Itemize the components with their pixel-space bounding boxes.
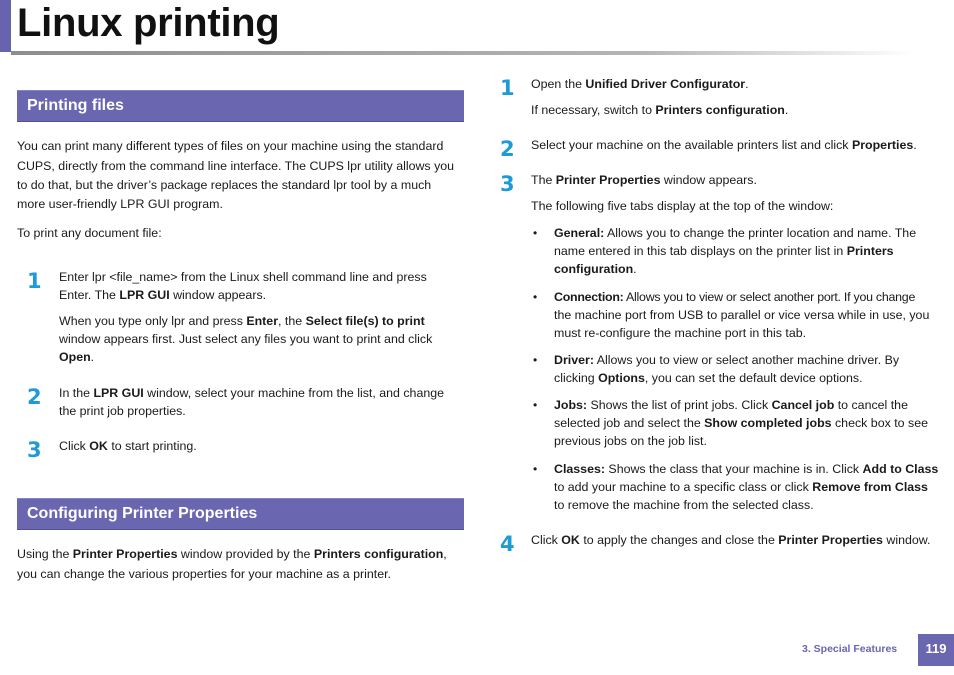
footer-chapter-label: 3. Special Features	[802, 643, 898, 655]
tab-jobs-line-2: selected job and select the Show completed jobs check box to see	[554, 416, 928, 430]
step-3-line-1: Click OK to start printing.	[59, 439, 197, 453]
intro-line-4: more user-friendly LPR GUI program.	[17, 197, 223, 211]
step-2-line-2: the print job properties.	[59, 404, 186, 418]
section2-line-2: you can change the various properties for your machine as a printer.	[17, 567, 391, 581]
intro-line-3: to do that, but the driver’s package replaces the standard lpr tool by a much	[17, 178, 432, 192]
tab-driver-line-1: Driver: Allows you to view or select another machine driver. By	[554, 353, 900, 367]
step-number-2: 2	[27, 385, 42, 409]
tab-connection-line-2: the machine port from USB to parallel or vice versa while in use, you	[554, 308, 930, 322]
title-accent-bar	[0, 0, 11, 52]
step-1-line-2: Enter. The LPR GUI window appears.	[59, 288, 267, 302]
right-step-2-line-1: Select your machine on the available printers list and click Properties.	[531, 138, 917, 152]
page-title: Linux printing	[17, 1, 280, 45]
tab-connection-line-3: must re-configure the machine port in this tab.	[554, 326, 807, 340]
tab-general-line-3: configuration.	[554, 262, 637, 276]
step-1-sub-line-3: Open.	[59, 350, 95, 364]
tab-classes-line-2: to add your machine to a specific class or click Remove from Class	[554, 480, 928, 494]
tab-general-line-1: General: Allows you to change the printer location and name. The	[554, 226, 917, 240]
section-heading-configuring-printer-properties: Configuring Printer Properties	[17, 498, 464, 530]
title-rule	[11, 51, 914, 55]
tab-jobs-line-1: Jobs: Shows the list of print jobs. Click Cancel job to cancel the	[554, 398, 908, 412]
step-number-1: 1	[27, 269, 42, 293]
right-step-3-line-2: The following five tabs display at the top of the window:	[531, 199, 834, 213]
bullet-connection: •	[533, 290, 538, 304]
tab-connection-line-1: Connection: Allows you to view or select another port. If you change	[554, 290, 916, 304]
step-1-line-1: Enter lpr <file_name> from the Linux shell command line and press	[59, 270, 427, 284]
lead-text: To print any document file:	[17, 226, 162, 240]
right-step-1-line-1: Open the Unified Driver Configurator.	[531, 77, 749, 91]
tab-general-line-2: name entered in this tab displays on the printer list in Printers	[554, 244, 894, 258]
section-heading-printing-files: Printing files	[17, 90, 464, 122]
step-1-sub-line-1: When you type only lpr and press Enter, the Select file(s) to print	[59, 314, 425, 328]
tab-classes-line-1: Classes: Shows the class that your machine is in. Click Add to Class	[554, 462, 939, 476]
intro-line-2: CUPS, directly from the command line interface. The CUPS lpr utility allows you	[17, 159, 455, 173]
right-step-number-1: 1	[500, 76, 515, 100]
bullet-jobs: •	[533, 398, 538, 412]
tab-jobs-line-3: previous jobs on the job list.	[554, 434, 707, 448]
right-step-3-line-1: The Printer Properties window appears.	[531, 173, 757, 187]
right-step-number-2: 2	[500, 137, 515, 161]
bullet-classes: •	[533, 462, 538, 476]
intro-line-1: You can print many different types of files on your machine using the standard	[17, 139, 444, 153]
right-step-1-line-2: If necessary, switch to Printers configuration.	[531, 103, 789, 117]
step-1-sub-line-2: window appears first. Just select any files you want to print and click	[59, 332, 433, 346]
right-step-4-line-1: Click OK to apply the changes and close the Printer Properties window.	[531, 533, 931, 547]
right-step-number-3: 3	[500, 172, 515, 196]
tab-driver-line-2: clicking Options, you can set the default device options.	[554, 371, 863, 385]
right-step-number-4: 4	[500, 532, 515, 556]
section2-line-1: Using the Printer Properties window provided by the Printers configuration,	[17, 547, 447, 561]
page-number-badge: 119	[918, 634, 954, 666]
step-2-line-1: In the LPR GUI window, select your machine from the list, and change	[59, 386, 445, 400]
tab-classes-line-3: to remove the machine from the selected class.	[554, 498, 814, 512]
step-number-3: 3	[27, 438, 42, 462]
bullet-general: •	[533, 226, 538, 240]
bullet-driver: •	[533, 353, 538, 367]
